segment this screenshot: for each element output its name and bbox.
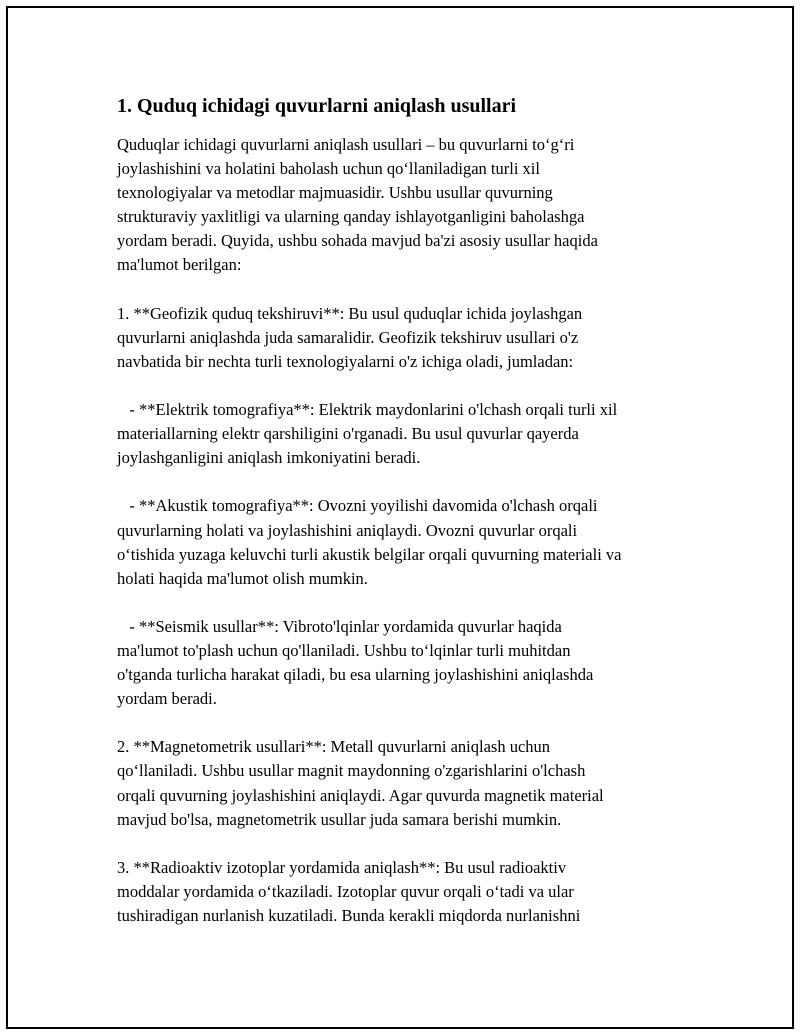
text-line: 3. **Radioaktiv izotoplar yordamida aniqlash**: Bu usul radioaktiv (117, 857, 567, 877)
text-line (117, 374, 717, 398)
text-line: - **Seismik usullar**: Vibroto'lqinlar yordamida quvurlar haqida (117, 616, 562, 636)
text-line: Quduqlar ichidagi quvurlarni aniqlash usullari – bu quvurlarni to‘g‘ri (117, 135, 575, 154)
text-line: 1. **Geofizik quduq tekshiruvi**: Bu usul quduqlar ichida joylashgan (117, 303, 583, 323)
text-line: materiallarning elektr qarshiligini o'rganadi. Bu usul quvurlar qayerda (117, 424, 579, 444)
text-line: o‘tishida yuzaga keluvchi turli akustik belgilar orqali quvurning materiali va (117, 544, 622, 564)
text-line: texnologiyalar va metodlar majmuasidir. Ushbu usullar quvurning (117, 183, 553, 203)
text-line: strukturaviy yaxlitligi va ularning qanday ishlayotganligini baholashga (117, 207, 585, 227)
document-body (117, 92, 717, 928)
text-line: quvurlarning holati va joylashishini aniqlaydi. Ovozni quvurlar orqali (117, 520, 578, 540)
text-line (117, 832, 717, 856)
text-line (117, 711, 717, 735)
document-title: 1. Quduq ichidagi quvurlarni aniqlash usullari (117, 95, 517, 117)
text-line: qo‘llaniladi. Ushbu usullar magnit maydonning o'zgarishlarini o'lchash (117, 761, 586, 781)
text-line: ma'lumot berilgan: (117, 255, 242, 275)
text-line: yordam beradi. Quyida, ushbu sohada mavjud ba'zi asosiy usullar haqida (117, 231, 598, 251)
text-line: orqali quvurning joylashishini aniqlaydi. Agar quvurda magnetik material (117, 785, 604, 805)
text-line: o'tganda turlicha harakat qiladi, bu esa ularning joylashishini aniqlashda (117, 665, 594, 685)
text-line: joylashishini va holatini baholash uchun qo‘llaniladigan turli xil (117, 159, 540, 179)
text-line: ma'lumot to'plash uchun qo'llaniladi. Ushbu to‘lqinlar turli muhitdan (117, 640, 571, 660)
text-line: holati haqida ma'lumot olish mumkin. (117, 568, 368, 588)
text-line: 2. **Magnetometrik usullari**: Metall quvurlarni aniqlash uchun (117, 737, 551, 757)
text-line (117, 591, 717, 615)
text-line: tushiradigan nurlanish kuzatiladi. Bunda kerakli miqdorda nurlanishni (117, 906, 581, 925)
text-line (117, 470, 717, 494)
text-line: - **Elektrik tomografiya**: Elektrik maydonlarini o'lchash orqali turli xil (117, 400, 618, 420)
text-line: mavjud bo'lsa, magnetometrik usullar juda samara berishi mumkin. (117, 809, 562, 829)
text-line: quvurlarni aniqlashda juda samaralidir. Geofizik tekshiruv usullari o'z (117, 327, 579, 347)
text-line: joylashganligini aniqlash imkoniyatini beradi. (117, 448, 421, 468)
text-line (117, 278, 717, 302)
text-line: - **Akustik tomografiya**: Ovozni yoyilishi davomida o'lchash orqali (117, 496, 598, 516)
text-line: navbatida bir nechta turli texnologiyalarni o'z ichiga oladi, jumladan: (117, 351, 574, 371)
document-text (117, 133, 717, 928)
text-line: moddalar yordamida o‘tkaziladi. Izotoplar quvur orqali o‘tadi va ular (117, 881, 574, 901)
text-line: yordam beradi. (117, 689, 217, 709)
